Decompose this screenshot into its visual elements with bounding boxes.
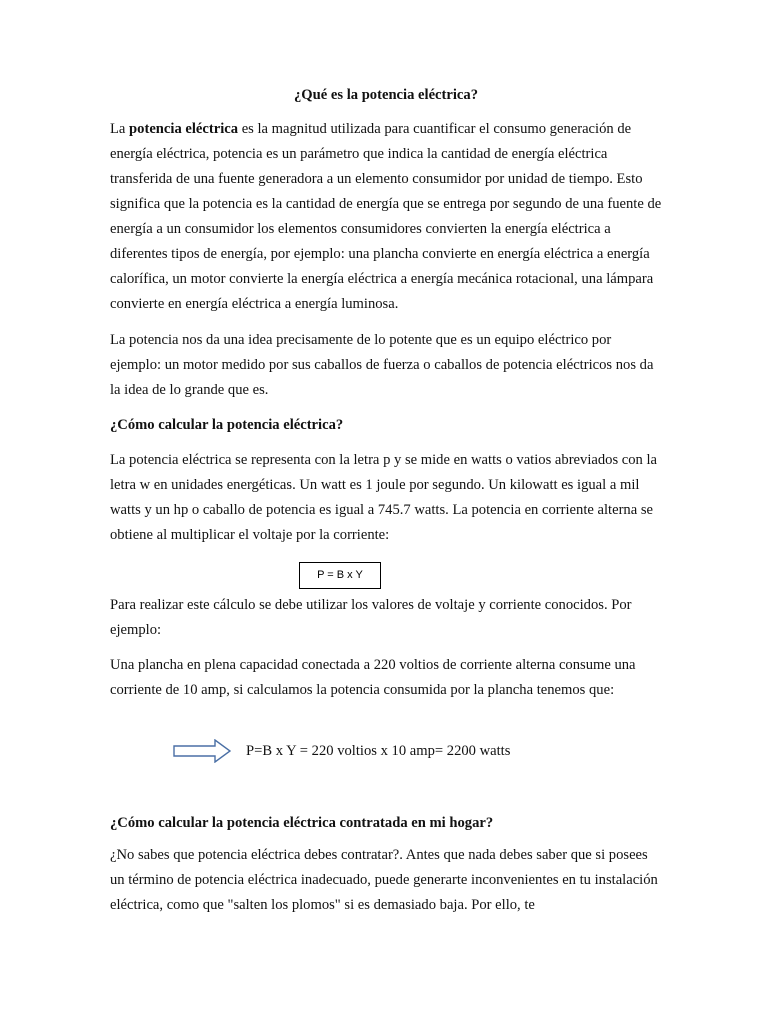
paragraph-example-motor: La potencia nos da una idea precisamente de lo potente que es un equipo eléctrico por ejemplo: un motor medido por sus caballos de fuerza o caballos de potencia eléctricos nos da la idea de lo grande que es. <box>110 332 654 398</box>
section-heading-home: ¿Cómo calcular la potencia eléctrica contratada en mi hogar? <box>110 815 494 831</box>
right-arrow-icon <box>173 739 231 763</box>
section-heading-calculate: ¿Cómo calcular la potencia eléctrica? <box>110 417 344 433</box>
paragraph-iron-example: Una plancha en plena capacidad conectada a 220 voltios de corriente alterna consume una corriente de 10 amp, si calculamos la potencia consumida por la plancha tenemos que: <box>110 657 636 698</box>
page-title: ¿Qué es la potencia eléctrica? <box>294 87 478 103</box>
paragraph-units: La potencia eléctrica se representa con la letra p y se mide en watts o vatios abreviados con la letra w en unidades energéticas. Un watt es 1 joule por segundo. Un kilowatt es igual a mil watts y un hp o caballo de potencia es igual a 745.7 watts. La potencia en corriente alterna se obtiene al multiplicar el voltaje por la corriente: <box>110 452 658 543</box>
formula-box: P = B x Y <box>299 562 381 589</box>
paragraph-calculation-intro: Para realizar este cálculo se debe utilizar los valores de voltaje y corriente conocidos. Por ejemplo: <box>110 597 632 638</box>
calculation-result: P=B x Y = 220 voltios x 10 amp= 2200 watts <box>246 743 511 759</box>
paragraph-lead: La <box>110 121 130 137</box>
paragraph-contract: ¿No sabes que potencia eléctrica debes contratar?. Antes que nada debes saber que si posees un término de potencia eléctrica inadecuado, puede generarte inconvenientes en tu instalación eléctrica, como que "salten los plomos" si es demasiado baja. Por ello, te <box>110 847 658 913</box>
paragraph-body: es la magnitud utilizada para cuantificar el consumo generación de energía eléctrica, potencia es un parámetro que indica la cantidad de energía eléctrica transferida de una fuente generadora a un elemento consumidor por unidad de tiempo. Esto significa que la potencia es la cantidad de energía que se entrega por segundo de una fuente de energía a un consumidor los elementos consumidores convierten la energía eléctrica a diferentes tipos de energía, por ejemplo: una plancha convierte en energía eléctrica a energía calorífica, un motor convierte la energía eléctrica a energía mecánica rotacional, una lámpara convierte en energía eléctrica a energía luminosa. <box>110 121 662 312</box>
paragraph-definition <box>110 117 662 317</box>
bold-term: potencia eléctrica <box>129 121 239 137</box>
